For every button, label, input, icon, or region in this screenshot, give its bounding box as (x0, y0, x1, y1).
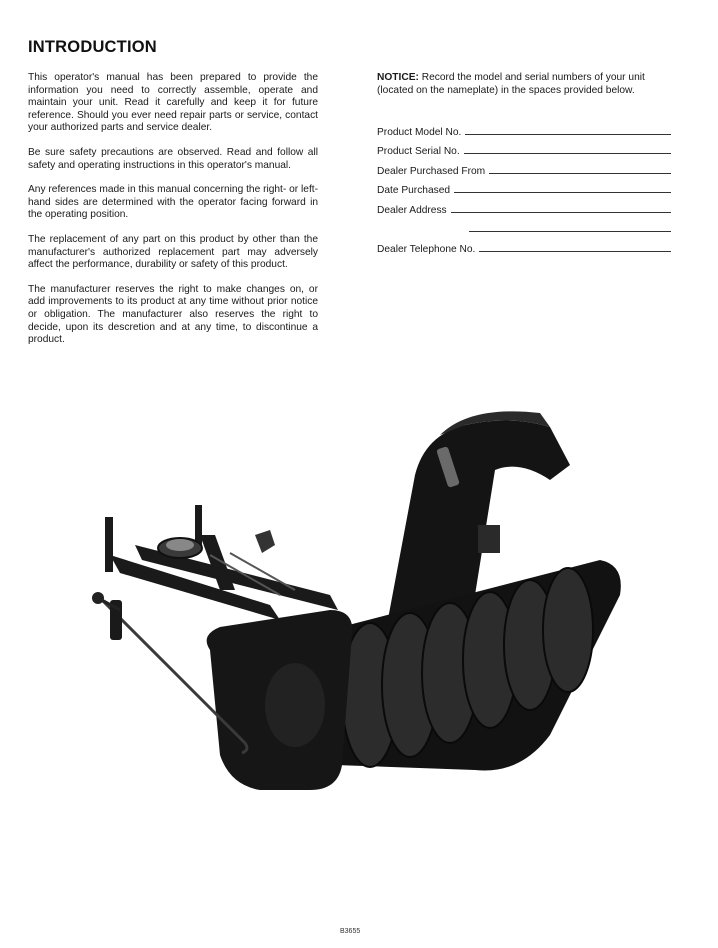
write-in-line[interactable] (465, 134, 671, 135)
side-plate-hub (265, 663, 325, 747)
snow-thrower-illustration (80, 405, 640, 805)
write-in-line[interactable] (489, 173, 671, 174)
intro-paragraph: Any references made in this manual concerning the right- or left-hand sides are determined with the operator facing forward in the operating position. (28, 184, 318, 221)
write-in-line[interactable] (479, 251, 671, 252)
field-label: Dealer Address (377, 204, 447, 216)
frame-bracket (255, 530, 275, 553)
field-label: Dealer Purchased From (377, 165, 486, 177)
intro-paragraph: The manufacturer reserves the right to make changes on, or add improvements to its product at any time without prior notice or obligation. The manufacturer also reserves the right to decide, upon its descretion and at any time, to discontinue a product. (28, 283, 318, 346)
field-label: Product Serial No. (377, 146, 460, 157)
field-product-model (377, 118, 671, 138)
write-in-line[interactable] (451, 212, 671, 213)
notice-text (377, 72, 671, 97)
field-dealer-address (377, 196, 671, 216)
field-date-purchased (377, 177, 671, 197)
intro-paragraph: The replacement of any part on this product by other than the manufacturer's authorized replacement part may adversely affect the performance, durability or safety of this product. (28, 233, 318, 271)
field-label: Dealer Telephone No. (377, 243, 476, 255)
field-label: Date Purchased (377, 185, 451, 196)
write-in-line[interactable] (464, 153, 671, 154)
notice-label: NOTICE: (377, 72, 419, 83)
figure-number: B3655 (340, 928, 361, 935)
field-dealer-address-line2 (377, 216, 671, 236)
intro-paragraph: This operator's manual has been prepared to provide the information you need to correctly assemble, operate and maintain your unit. Read it carefully and keep it for future reference. Should you ever need repair parts or service, contact your authorized parts and service dealer. (28, 72, 318, 134)
write-in-line[interactable] (454, 192, 671, 193)
field-dealer-telephone (377, 235, 671, 255)
write-in-line[interactable] (469, 231, 671, 232)
record-fields (377, 118, 671, 255)
page-title: INTRODUCTION (28, 38, 157, 56)
chute-bracket (478, 525, 500, 553)
field-product-serial (377, 138, 671, 158)
intro-paragraph: Be sure safety precautions are observed. Read and follow all safety and operating instructions in this operator's manual. (28, 146, 318, 171)
intro-text-column (28, 72, 318, 359)
field-dealer-purchased-from (377, 157, 671, 177)
notice-body: Record the model and serial numbers of your unit (located on the nameplate) in the spaces provided below. (377, 72, 645, 96)
notice-column (377, 72, 671, 97)
field-label: Product Model No. (377, 126, 462, 138)
